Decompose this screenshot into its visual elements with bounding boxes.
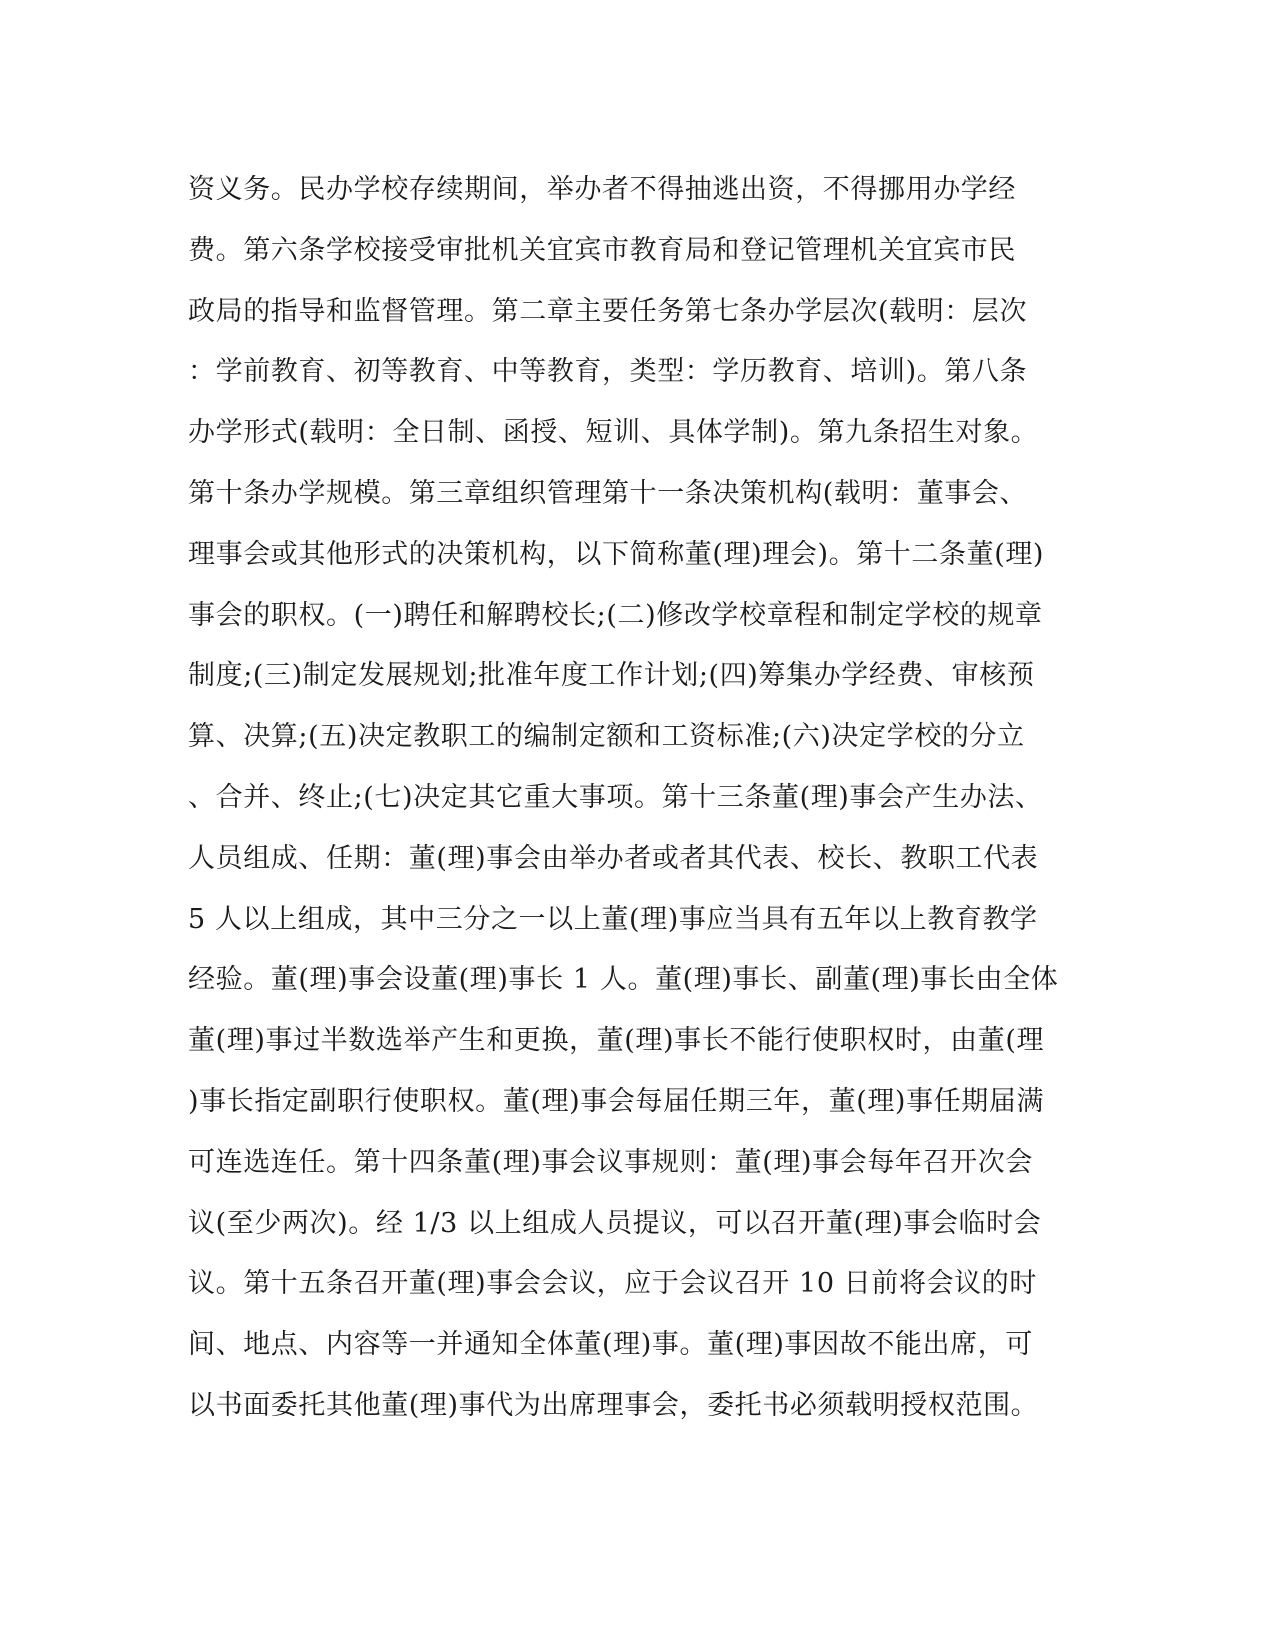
text-line: 人员组成、任期：董(理)事会由举办者或者其代表、校长、教职工代表 (188, 842, 1039, 874)
text-line: 间、地点、内容等一并通知全体董(理)事。董(理)事因故不能出席，可 (188, 1329, 1033, 1361)
text-line: 议。第十五条召开董(理)事会会议，应于会议召开 10 日前将会议的时 (188, 1268, 1037, 1300)
text-line: 费。第六条学校接受审批机关宜宾市教育局和登记管理机关宜宾市民 (188, 234, 1016, 266)
text-line: 董(理)事过半数选举产生和更换，董(理)事长不能行使职权时，由董(理 (188, 1025, 1045, 1057)
text-line: 议(至少两次)。经 1/3 以上组成人员提议，可以召开董(理)事会临时会 (188, 1207, 1042, 1239)
text-line: 资义务。民办学校存续期间，举办者不得抽逃出资，不得挪用办学经 (188, 174, 1016, 205)
text-line: 制度;(三)制定发展规划;批准年度工作计划;(四)筹集办学经费、审核预 (188, 660, 1035, 692)
text-line: ：学前教育、初等教育、中等教育，类型：学历教育、培训)。第八条 (188, 356, 1028, 388)
text-line: 以书面委托其他董(理)事代为出席理事会，委托书必须载明授权范围。 (188, 1389, 1039, 1421)
text-line: 政局的指导和监督管理。第二章主要任务第七条办学层次(载明：层次 (188, 295, 1028, 327)
text-line: 经验。董(理)事会设董(理)事长 1 人。董(理)事长、副董(理)事长由全体 (188, 964, 1059, 996)
body-text (188, 160, 1088, 1437)
text-line: )事长指定副职行使职权。董(理)事会每届任期三年，董(理)事任期届满 (188, 1085, 1045, 1117)
text-line: 第十条办学规模。第三章组织管理第十一条决策机构(载明：董事会、 (188, 477, 1028, 509)
text-line: 办学形式(载明：全日制、函授、短训、具体学制)。第九条招生对象。 (188, 417, 1039, 449)
text-line: 理事会或其他形式的决策机构，以下简称董(理)理会)。第十二条董(理) (188, 538, 1045, 570)
text-line: 事会的职权。(一)聘任和解聘校长;(二)修改学校章程和制定学校的规章 (188, 599, 1043, 631)
text-line: 5 人以上组成，其中三分之一以上董(理)事应当具有五年以上教育教学 (188, 903, 1038, 935)
text-line: 算、决算;(五)决定教职工的编制定额和工资标准;(六)决定学校的分立 (188, 721, 1025, 753)
text-line: 可连选连任。第十四条董(理)事会议事规则：董(理)事会每年召开次会 (188, 1146, 1033, 1178)
text-line: 、合并、终止;(七)决定其它重大事项。第十三条董(理)事会产生办法、 (188, 781, 1043, 813)
